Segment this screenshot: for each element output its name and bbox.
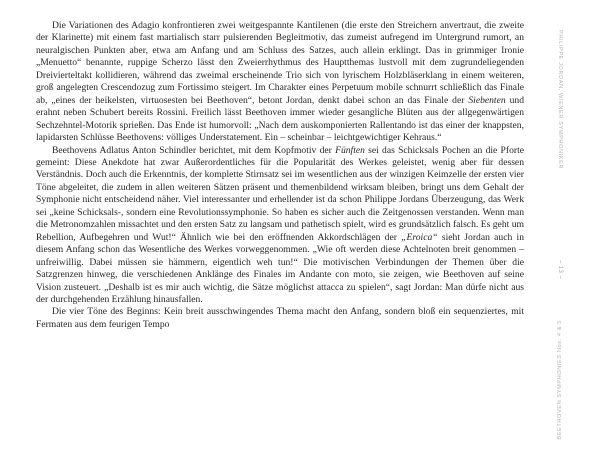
margin-sidebar — [548, 0, 588, 450]
running-foot-text: BEETHOVEN SYMPHONIES Nos. 4 & 5 — [557, 320, 563, 440]
running-head-text: PHILIPPE JORDAN, WIENER SYMPHONIKER — [557, 30, 563, 170]
text-run: Beethovens Adlatus Anton Schindler berichtet, mit dem Kopfmotiv der — [52, 144, 336, 156]
text-run: Die Variationen des Adagio konfrontieren zwei weitgespannte Kantilenen (die erste den Streichern anvertraut, die zweite der Klarinette) mit einem fast martialisch starr pulsierenden Begleitmotiv, das zumeist aufregend im Untergrund rumort, an neuralgischen Punkten aber, etwa am Anfang und am Schluss des Satzes, auch allein erklingt. Das in grimmiger Ironie „Menuetto“ benannte, ruppige Scherzo lässt den Zweierrhythmus des Hauptthemas lustvoll mit dem zugrundeliegenden Dreivierteltakt kollidieren, während das zweimal erscheinende Trio sich von lyrischem Holzbläserklang in einem weiteren, groß angelegten Crescendozug zum Fortissimo steigert. Im Charakter eines Perpetuum mobile schnurrt schließlich das Finale ab, „eines der heikelsten, virtuosesten bei Beethoven“, betont Jordan, denkt dabei schon an das Finale der — [36, 20, 524, 106]
italic-title-run: Siebenten — [468, 94, 506, 106]
running-foot — [548, 290, 572, 440]
page-number-text: – 13 – — [557, 260, 563, 280]
page-number — [548, 255, 572, 285]
italic-title-run: Fünften — [335, 144, 365, 156]
running-head — [548, 30, 572, 220]
text-run: Die vier Töne des Beginns: Kein breit ausschwingendes Thema macht den Anfang, sondern bloß ein sequenziertes, mit Fermaten aus dem feurigen Tempo — [36, 306, 524, 330]
text-run: und erahnt neben Schubert bereits Rossini. Freilich lässt Beethoven immer wieder gesangliche Blüten aus der allgegenwärtigen Sechzehntel-Motorik sprießen. Das Ende ist humorvoll: „Nach dem auskomponierten Rallentando ist das einer der knappsten, lapidarsten Schlüsse Beethovens: völliges Understatement. Ein – scheinbar – leichtgewichtiger Kehraus.“ — [36, 94, 524, 144]
body-text — [36, 20, 524, 331]
text-run: sei das Schicksals Pochen an die Pforte gemeint: Diese Anekdote hat zwar Außerordentliches für die Popularität des Werkes geleistet, wenig aber für dessen Verständnis. Doch auch die Erkenntnis, der komplette Stirnsatz sei im wesentlichen aus der winzigen Keimzelle der ersten vier Töne abgeleitet, die zudem in allen weiteren Sätzen präsent und themenbildend wirksam bleiben, bringt uns dem Gehalt der Symphonie nicht entscheidend näher. Viel interessanter und erhellender ist da schon Philippe Jordans Überzeugung, das Werk sei „keine Schicksals-, sondern eine Revolutionssymphonie. So haben es sicher auch die Zeitgenossen verstanden. Wenn man die Metronomzahlen missachtet und den ersten Satz zu langsam und pathetisch spielt, wird es grundsätzlich falsch. Es geht um Rebellion, Aufbegehren und Wut!“ Ähnlich wie bei den eröffnenden Akkordschlägen der — [36, 144, 525, 243]
body-paragraph — [36, 145, 524, 307]
body-paragraph — [36, 20, 524, 145]
body-paragraph — [36, 306, 524, 331]
italic-title-run: „Eroica“ — [401, 231, 438, 243]
text-run: sieht Jordan auch in diesem Anfang schon das Wesentliche des Werkes vorweggenommen. „Wie oft werden diese Achtelnoten breit genommen – unfreiwillig. Dabei müssen sie hämmern, eigentlich weh tun!“ Die motivischen Verbindungen der Themen über die Satzgrenzen hinweg, die verschiedenen Anklänge des Finales im Andante con moto, sie zeigen, wie Beethoven auf seine Vision zusteuert. „Deshalb ist es mir auch wichtig, die Sätze möglichst attacca zu spielen“, sagt Jordan: Man dürfe nicht aus der durchgehenden Erzählung hinausfallen. — [36, 231, 524, 305]
